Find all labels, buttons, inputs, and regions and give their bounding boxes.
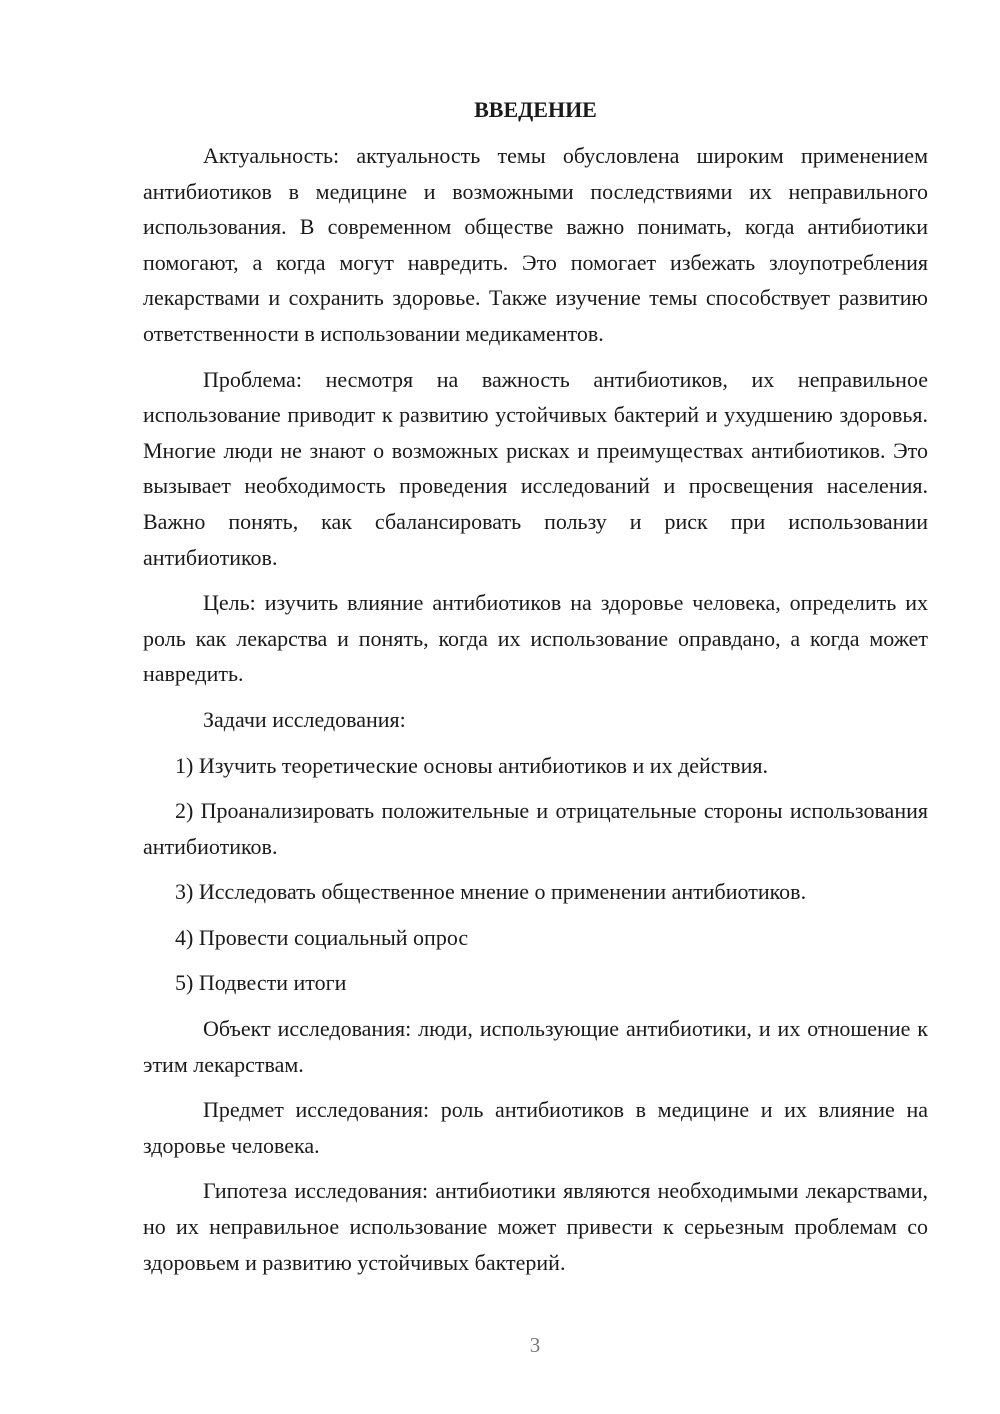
subject-paragraph: Предмет исследования: роль антибиотиков в медицине и их влияние на здоровье человека. — [143, 1097, 928, 1158]
page-number: 3 — [529, 1333, 541, 1357]
hypothesis-paragraph: Гипотеза исследования: антибиотики являются необходимыми лекарствами, но их неправильное использование может привести к серьезным проблемам со здоровьем и развитию устойчивых бактерий. — [143, 1178, 928, 1275]
page-title: ВВЕДЕНИЕ — [474, 97, 597, 122]
relevance-paragraph: Актуальность: актуальность темы обусловлена широким применением антибиотиков в медицине и возможными последствиями их неправильного использования. В современном обществе важно понимать, когда антибиотики помогают, а когда могут навредить. Это помогает избежать злоупотребления лекарствами и сохранить здоровье. Также изучение темы способствует развитию ответственности в использовании медикаментов. — [143, 143, 928, 346]
task-item: 2) Проанализировать положительные и отрицательные стороны использования антибиотиков. — [143, 798, 928, 859]
task-item: 4) Провести социальный опрос — [175, 924, 469, 950]
document-page — [143, 90, 928, 1290]
goal-paragraph: Цель: изучить влияние антибиотиков на здоровье человека, определить их роль как лекарства и понять, когда их использование оправдано, а когда может навредить. — [143, 590, 928, 687]
tasks-title: Задачи исследования: — [203, 706, 406, 732]
problem-paragraph: Проблема: несмотря на важность антибиотиков, их неправильное использование приводит к развитию устойчивых бактерий и ухудшению здоровья. Многие люди не знают о возможных рисках и преимуществах антибиотиков. Это вызывает необходимость проведения исследований и просвещения населения. Важно понять, как сбалансировать пользу и риск при использовании антибиотиков. — [143, 366, 928, 570]
task-item: 1) Изучить теоретические основы антибиотиков и их действия. — [175, 752, 768, 778]
task-item: 5) Подвести итоги — [175, 970, 347, 996]
object-paragraph: Объект исследования: люди, использующие антибиотики, и их отношение к этим лекарствам. — [143, 1016, 928, 1077]
task-item: 3) Исследовать общественное мнение о применении антибиотиков. — [175, 879, 807, 905]
